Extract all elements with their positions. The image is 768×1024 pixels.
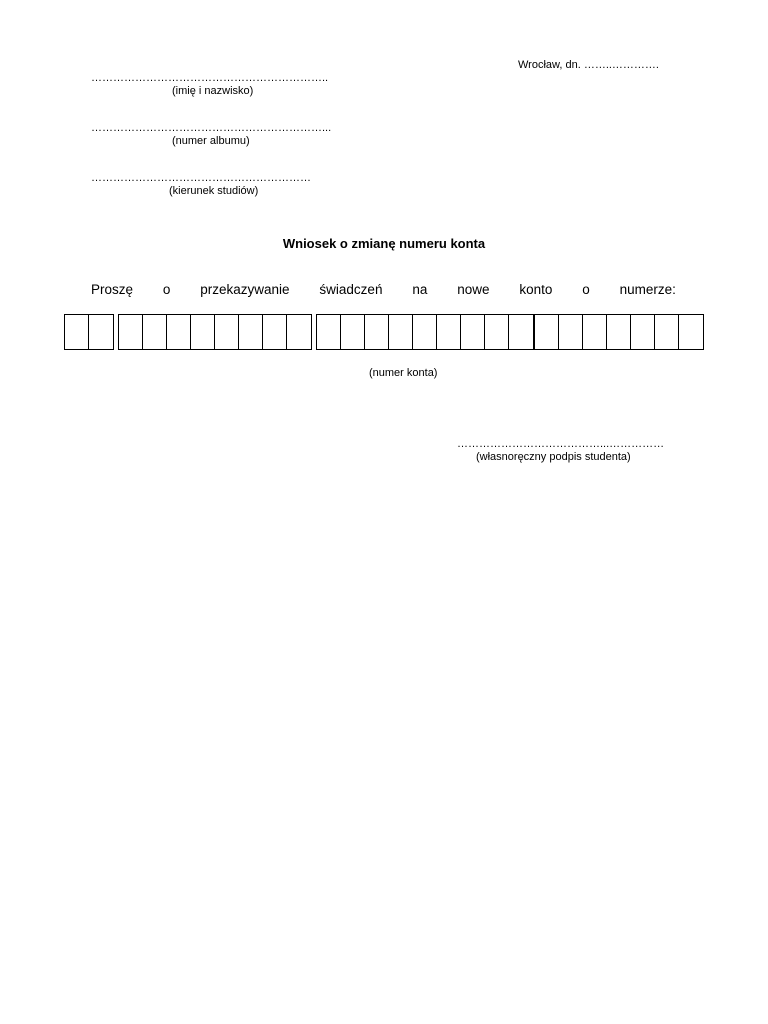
- account-digit-box[interactable]: [485, 315, 509, 349]
- account-digit-box[interactable]: [89, 315, 113, 349]
- account-digit-group: [64, 314, 114, 350]
- account-digit-box[interactable]: [167, 315, 191, 349]
- account-number-caption: (numer konta): [369, 367, 438, 379]
- request-sentence: [91, 282, 676, 298]
- account-digit-box[interactable]: [317, 315, 341, 349]
- request-word: przekazywanie: [200, 282, 290, 297]
- signature-dots-line: …………………………………...……………: [457, 438, 665, 450]
- account-digit-box[interactable]: [65, 315, 89, 349]
- account-digit-box[interactable]: [143, 315, 167, 349]
- account-digit-box[interactable]: [287, 315, 311, 349]
- account-digit-box[interactable]: [607, 315, 631, 349]
- account-digit-box[interactable]: [389, 315, 413, 349]
- name-caption: (imię i nazwisko): [172, 85, 254, 97]
- account-digit-box[interactable]: [655, 315, 679, 349]
- account-digit-box[interactable]: [365, 315, 389, 349]
- account-digit-box[interactable]: [509, 315, 533, 349]
- account-digit-box[interactable]: [535, 315, 559, 349]
- account-digit-group: [118, 314, 312, 350]
- account-digit-box[interactable]: [215, 315, 239, 349]
- account-digit-box[interactable]: [191, 315, 215, 349]
- account-digit-box[interactable]: [559, 315, 583, 349]
- account-digit-box[interactable]: [679, 315, 703, 349]
- account-digit-group: [316, 314, 534, 350]
- account-digit-box[interactable]: [413, 315, 437, 349]
- request-word: numerze:: [619, 282, 676, 297]
- account-digit-box[interactable]: [239, 315, 263, 349]
- place-date-line: Wrocław, dn. ……..………….: [518, 59, 659, 71]
- field-of-study-dots-line: ……………………………………………………: [91, 172, 311, 184]
- account-number-grid: [64, 314, 704, 350]
- request-word: nowe: [457, 282, 490, 297]
- account-digit-box[interactable]: [263, 315, 287, 349]
- request-word: o: [582, 282, 590, 297]
- signature-caption: (własnoręczny podpis studenta): [476, 451, 631, 463]
- account-digit-box[interactable]: [631, 315, 655, 349]
- field-of-study-caption: (kierunek studiów): [169, 185, 259, 197]
- request-word: na: [412, 282, 428, 297]
- album-number-caption: (numer albumu): [172, 135, 250, 147]
- account-digit-box[interactable]: [437, 315, 461, 349]
- request-word: o: [162, 282, 171, 297]
- document-title: Wniosek o zmianę numeru konta: [282, 236, 486, 251]
- account-digit-box[interactable]: [341, 315, 365, 349]
- account-digit-group: [534, 314, 704, 350]
- account-digit-box[interactable]: [119, 315, 143, 349]
- request-word: Proszę: [91, 282, 134, 297]
- name-dots-line: ………………………………………………………..: [91, 72, 329, 84]
- account-digit-box[interactable]: [461, 315, 485, 349]
- request-word: świadczeń: [319, 282, 383, 297]
- account-digit-box[interactable]: [583, 315, 607, 349]
- album-number-dots-line: ………………………………………………………...: [91, 122, 332, 134]
- request-word: konto: [519, 282, 553, 297]
